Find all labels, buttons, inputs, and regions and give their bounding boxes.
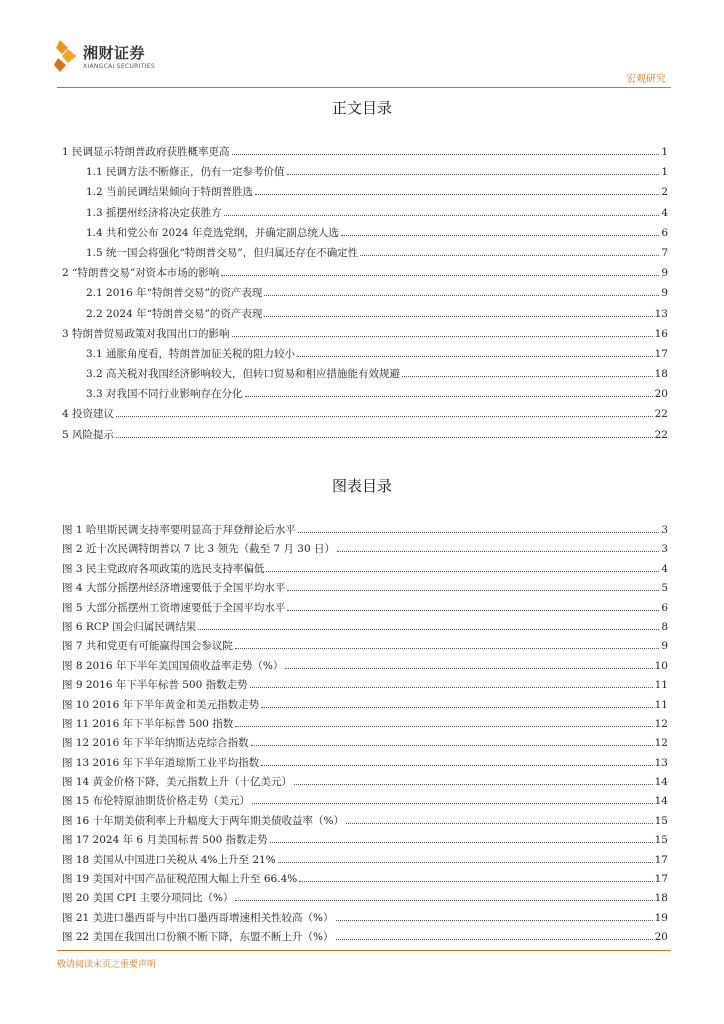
toc-entry[interactable]: 1.4 共和党公布 2024 年竞选党纲，并确定副总统人选 6 bbox=[86, 226, 668, 239]
figure-entry[interactable]: 图 19 美国对中国产品征税范围大幅上升至 66.4% 17 bbox=[62, 873, 668, 886]
toc-entry[interactable]: 3 特朗普贸易政策对我国出口的影响 16 bbox=[62, 327, 668, 340]
figure-entry[interactable]: 图 10 2016 年下半年黄金和美元指数走势 11 bbox=[62, 698, 668, 711]
toc-title: 正文目录 bbox=[331, 99, 392, 117]
company-logo bbox=[54, 38, 204, 78]
figure-entry[interactable]: 图 15 布伦特原油期货价格走势（美元） 14 bbox=[62, 795, 668, 808]
figure-entry[interactable]: 图 13 2016 年下半年道琼斯工业平均指数 13 bbox=[62, 756, 668, 769]
figure-entry[interactable]: 图 18 美国从中国进口关税从 4%上升至 21% 17 bbox=[62, 853, 668, 866]
figure-entry[interactable]: 图 21 美进口墨西哥与中出口墨西哥增速相关性较高（%） 19 bbox=[62, 911, 668, 924]
figure-entry[interactable]: 图 12 2016 年下半年纳斯达克综合指数 12 bbox=[62, 737, 668, 750]
figure-entry[interactable]: 图 2 近十次民调特朗普以 7 比 3 领先（截至 7 月 30 日） 3 bbox=[62, 543, 668, 556]
figure-list bbox=[62, 522, 668, 949]
figure-entry[interactable]: 图 8 2016 年下半年美国国债收益率走势（%） 10 bbox=[62, 659, 668, 672]
figure-entry[interactable]: 图 3 民主党政府各项政策的选民支持率偏低 4 bbox=[62, 562, 668, 575]
toc-entry[interactable]: 3.2 高关税对我国经济影响较大，但转口贸易和相应措施能有效规避 18 bbox=[86, 368, 668, 381]
toc-entry[interactable]: 1.3 摇摆州经济将决定获胜方 4 bbox=[86, 206, 668, 219]
header-divider bbox=[57, 87, 671, 88]
toc-list bbox=[62, 144, 668, 447]
toc-entry[interactable]: 2.1 2016 年“特朗普交易”的资产表现 9 bbox=[86, 287, 668, 300]
figure-entry[interactable]: 图 4 大部分摇摆州经济增速要低于全国平均水平 5 bbox=[62, 582, 668, 595]
toc-entry[interactable]: 1.5 统一国会将强化“特朗普交易”，但归属还存在不确定性 7 bbox=[86, 246, 668, 259]
logo-english-name: XIANGCAI SECURITIES bbox=[83, 63, 155, 70]
logo-mark-icon bbox=[54, 38, 80, 74]
figure-entry[interactable]: 图 22 美国在我国出口份额不断下降，东盟不断上升（%） 20 bbox=[62, 931, 668, 944]
figure-list-title: 图表目录 bbox=[331, 477, 392, 495]
toc-entry[interactable]: 3.1 通胀角度看，特朗普加征关税的阻力较小 17 bbox=[86, 347, 668, 360]
figure-entry[interactable]: 图 17 2024 年 6 月美国标普 500 指数走势 15 bbox=[62, 834, 668, 847]
toc-entry[interactable]: 4 投资建议 22 bbox=[62, 408, 668, 421]
figure-entry[interactable]: 图 16 十年期美债利率上升幅度大于两年期美债收益率（%） 15 bbox=[62, 814, 668, 827]
report-category: 宏观研究 bbox=[626, 74, 666, 85]
figure-entry[interactable]: 图 9 2016 年下半年标普 500 指数走势 11 bbox=[62, 679, 668, 692]
figure-entry[interactable]: 图 7 共和党更有可能赢得国会参议院 9 bbox=[62, 640, 668, 653]
logo-name: 湘财证券 bbox=[83, 44, 146, 62]
figure-entry[interactable]: 图 20 美国 CPI 主要分项同比（%） 18 bbox=[62, 892, 668, 905]
toc-entry[interactable]: 2 “特朗普交易”对资本市场的影响 9 bbox=[62, 267, 668, 280]
toc-entry[interactable]: 1 民调显示特朗普政府获胜概率更高 1 bbox=[62, 146, 668, 158]
footer-divider bbox=[57, 950, 671, 951]
footer-disclaimer: 敬请阅读末页之重要声明 bbox=[57, 960, 157, 970]
figure-entry[interactable]: 图 11 2016 年下半年标普 500 指数 12 bbox=[62, 717, 668, 730]
toc-entry[interactable]: 1.1 民调方法不断修正，仍有一定参考价值 1 bbox=[86, 166, 668, 179]
toc-entry[interactable]: 5 风险提示 22 bbox=[62, 428, 668, 441]
figure-entry[interactable]: 图 6 RCP 国会归属民调结果 8 bbox=[62, 620, 668, 633]
figure-entry[interactable]: 图 1 哈里斯民调支持率要明显高于拜登辩论后水平 3 bbox=[62, 524, 668, 536]
figure-entry[interactable]: 图 14 黄金价格下降，美元指数上升（十亿美元） 14 bbox=[62, 776, 668, 789]
figure-entry[interactable]: 图 5 大部分摇摆州工资增速要低于全国平均水平 6 bbox=[62, 601, 668, 614]
toc-entry[interactable]: 2.2 2024 年“特朗普交易”的资产表现 13 bbox=[86, 307, 668, 320]
toc-entry[interactable]: 1.2 当前民调结果倾向于特朗普胜选 2 bbox=[86, 186, 668, 199]
toc-entry[interactable]: 3.3 对我国不同行业影响存在分化 20 bbox=[86, 388, 668, 401]
